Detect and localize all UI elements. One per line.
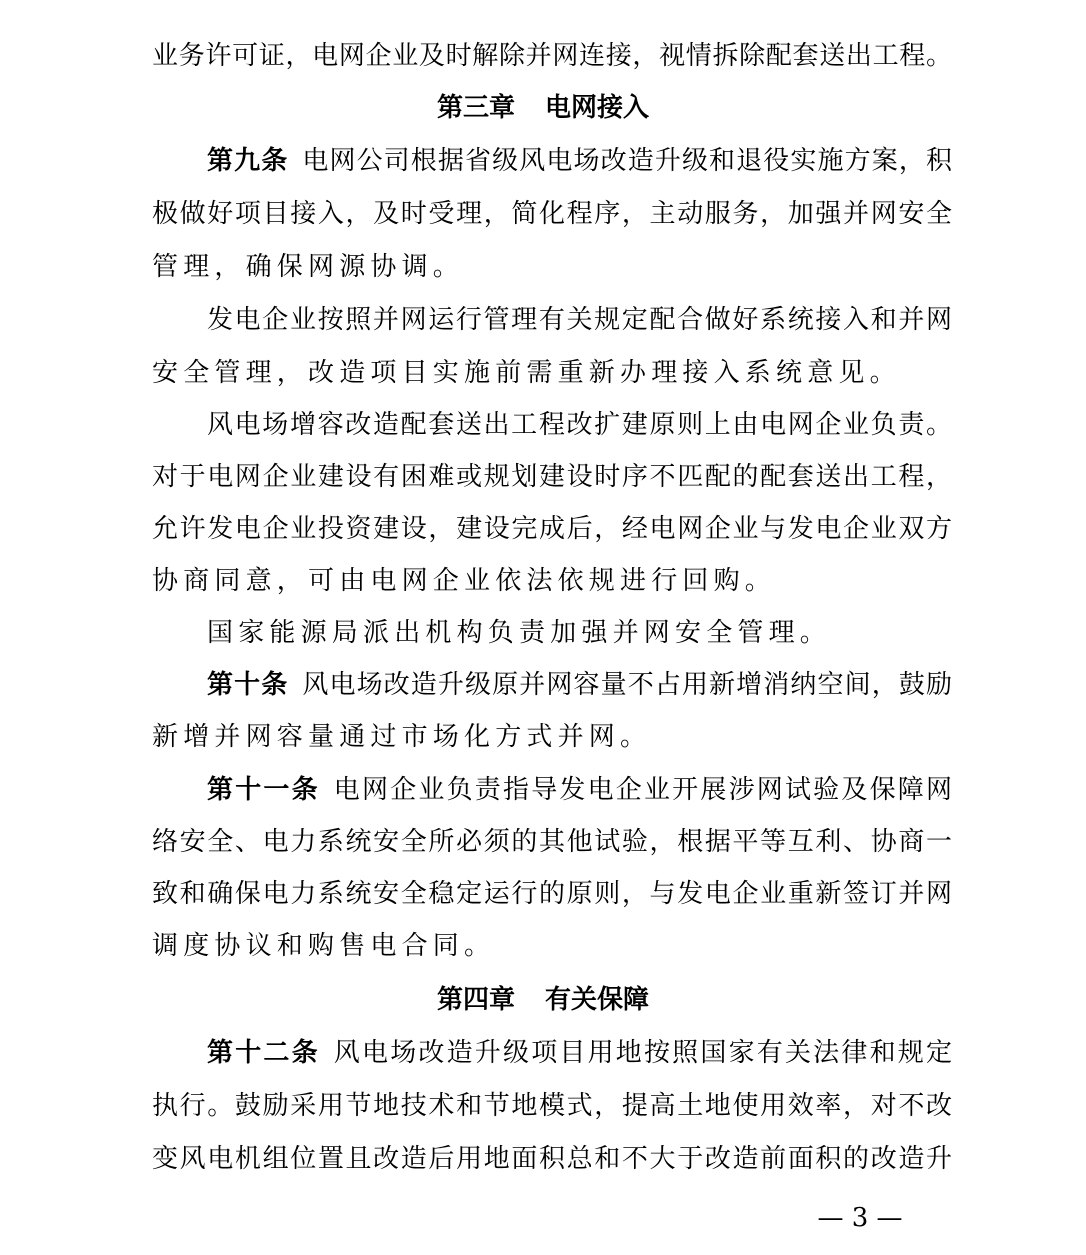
text-line: 业务许可证，电网企业及时解除并网连接，视情拆除配套送出工程。 — [152, 41, 952, 71]
text-line: 电网企业负责指导发电企业开展涉网试验及保障网 — [333, 775, 952, 805]
text-line: 络安全、电力系统安全所必须的其他试验，根据平等互利、协商一 — [152, 827, 952, 857]
page-number: — 3 — — [817, 1203, 903, 1233]
text-line: 协商同意，可由电网企业依法依规进行回购。 — [152, 566, 777, 596]
chapter-title: 有关保障 — [545, 985, 650, 1015]
chapter-title: 电网接入 — [545, 93, 650, 123]
article-label: 第十条 — [207, 670, 289, 700]
text-line: 电网公司根据省级风电场改造升级和退役实施方案，积 — [302, 146, 952, 176]
text-line: 风电场增容改造配套送出工程改扩建原则上由电网企业负责。 — [207, 410, 952, 440]
article-9-line — [207, 135, 952, 187]
text-line: 风电场改造升级原并网容量不占用新增消纳空间，鼓励 — [302, 670, 952, 700]
text-line: 变风电机组位置且改造后用地面积总和不大于改造前面积的改造升 — [152, 1144, 952, 1174]
article-11-line — [207, 764, 952, 816]
text-line: 允许发电企业投资建设，建设完成后，经电网企业与发电企业双方 — [152, 514, 952, 544]
article-label: 第九条 — [207, 146, 289, 176]
text-line: 发电企业按照并网运行管理有关规定配合做好系统接入和并网 — [207, 305, 952, 335]
text-line: 风电场改造升级项目用地按照国家有关法律和规定 — [333, 1038, 952, 1068]
text-line: 极做好项目接入，及时受理，简化程序，主动服务，加强并网安全 — [152, 199, 952, 229]
text-line: 对于电网企业建设有困难或规划建设时序不匹配的配套送出工程， — [152, 462, 952, 492]
text-line: 致和确保电力系统安全稳定运行的原则，与发电企业重新签订并网 — [152, 879, 952, 909]
text-line: 安全管理，改造项目实施前需重新办理接入系统意见。 — [152, 358, 901, 388]
text-line: 管理，确保网源协调。 — [152, 252, 465, 282]
text-line: 执行。鼓励采用节地技术和节地模式，提高土地使用效率，对不改 — [152, 1091, 952, 1121]
chapter-heading-4 — [0, 974, 1086, 1026]
text-line: 调度协议和购售电合同。 — [152, 931, 496, 961]
article-label: 第十二条 — [207, 1038, 320, 1068]
chapter-heading-3 — [0, 82, 1086, 134]
article-10-line — [207, 659, 952, 711]
text-line: 新增并网容量通过市场化方式并网。 — [152, 722, 652, 752]
article-12-line — [207, 1027, 952, 1079]
article-label: 第十一条 — [207, 775, 320, 805]
chapter-number: 第三章 — [436, 93, 515, 123]
chapter-number: 第四章 — [436, 985, 515, 1015]
text-line: 国家能源局派出机构负责加强并网安全管理。 — [207, 618, 832, 648]
